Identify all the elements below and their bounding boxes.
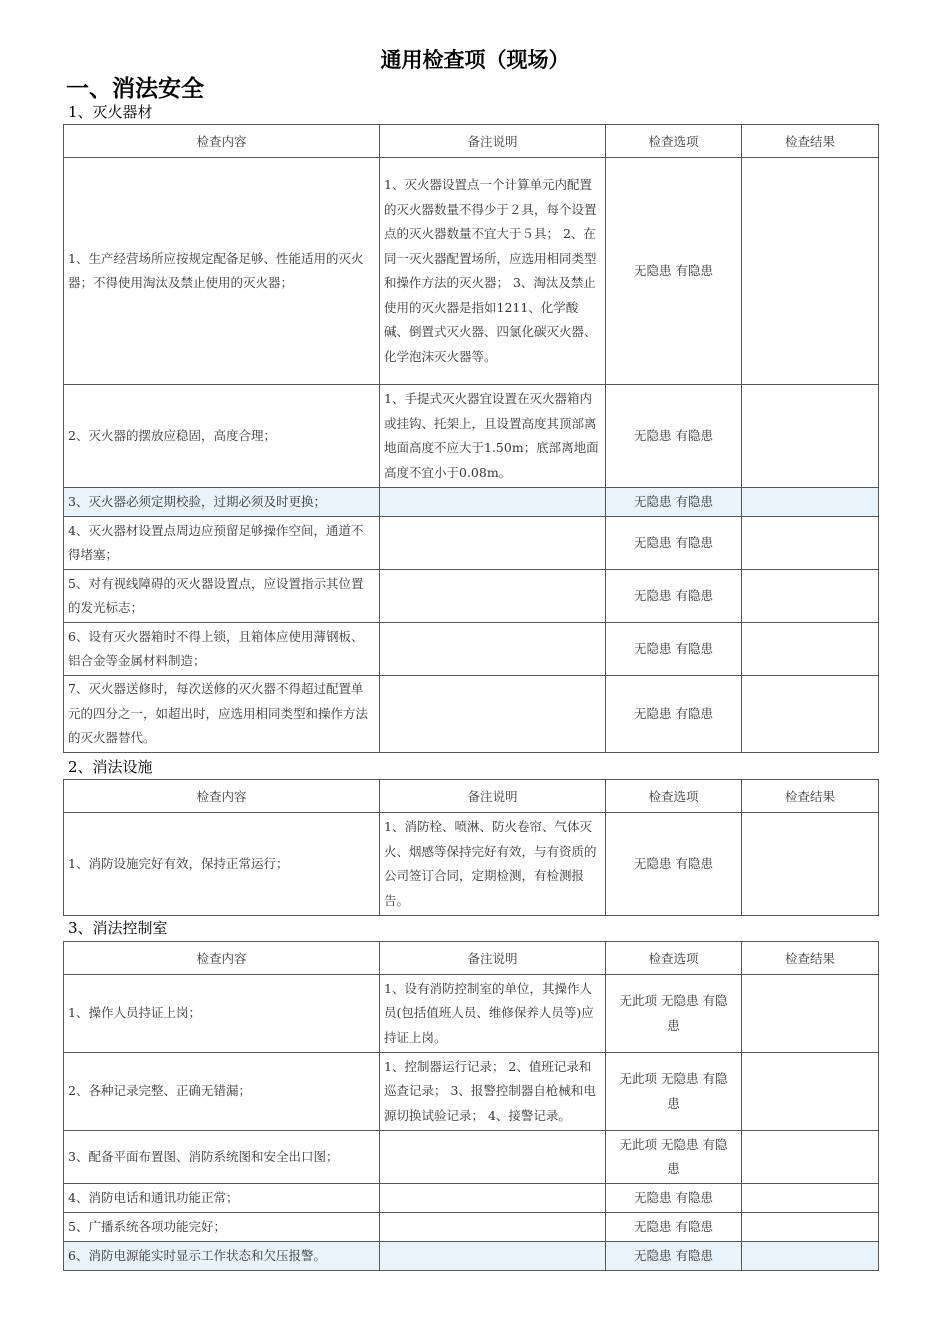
table-header-row [64, 125, 879, 158]
row-content: 1、生产经营场所应按规定配备足够、性能适用的灭火器；不得使用淘汰及禁止使用的灭火器； [68, 250, 364, 290]
header-result: 检查结果 [742, 780, 879, 813]
row-options[interactable]: 无此项 无隐患 有隐患 [619, 1071, 728, 1111]
header-note: 备注说明 [380, 942, 606, 975]
row-result[interactable] [742, 1184, 879, 1213]
row-note: 1、控制器运行记录； 2、值班记录和巡查记录； 3、报警控制器自枪械和电源切换试验记录； 4、接警记录。 [384, 1058, 596, 1123]
facilities-table [63, 779, 879, 916]
row-content: 6、消防电源能实时显示工作状态和欠压报警。 [68, 1247, 326, 1263]
header-note: 备注说明 [380, 780, 606, 813]
row-content: 3、灭火器必须定期校验，过期必须及时更换； [68, 493, 326, 509]
row-result[interactable] [742, 488, 879, 517]
row-result[interactable] [742, 1213, 879, 1242]
header-content: 检查内容 [64, 942, 380, 975]
row-options[interactable]: 无隐患 有隐患 [634, 587, 713, 603]
table-row [64, 385, 879, 488]
row-content: 5、广播系统各项功能完好； [68, 1218, 226, 1234]
table-row [64, 158, 879, 385]
row-content: 1、操作人员持证上岗； [68, 1005, 201, 1021]
row-result[interactable] [742, 623, 879, 676]
row-options[interactable]: 无隐患 有隐患 [634, 427, 713, 443]
row-content: 6、设有灭火器箱时不得上锁，且箱体应使用薄钢板、铝合金等金属材料制造； [68, 628, 364, 668]
header-result: 检查结果 [742, 942, 879, 975]
table-header-row [64, 942, 879, 975]
row-result[interactable] [742, 1053, 879, 1131]
row-content: 4、消防电话和通讯功能正常； [68, 1189, 239, 1205]
row-content: 2、灭火器的摆放应稳固，高度合理； [68, 427, 276, 443]
table-row [64, 975, 879, 1053]
page-title: 通用检查项（现场） [380, 48, 570, 72]
row-result[interactable] [742, 1242, 879, 1271]
table-row [64, 1131, 879, 1184]
row-result[interactable] [742, 158, 879, 385]
row-options[interactable]: 无此项 无隐患 有隐患 [619, 1136, 728, 1176]
extinguisher-table [63, 124, 879, 753]
table-row-highlighted [64, 488, 879, 517]
row-options[interactable]: 无隐患 有隐患 [634, 640, 713, 656]
row-note: 1、手提式灭火器宜设置在灭火器箱内或挂钩、托架上，且设置高度其顶部离地面高度不应大于1.50m；底部离地面高度不宜小于0.08m。 [384, 391, 599, 480]
group-heading-facilities: 2、消法设施 [68, 758, 153, 776]
row-result[interactable] [742, 813, 879, 916]
control-room-table [63, 941, 879, 1271]
group-heading-extinguishers: 1、灭火器材 [68, 103, 153, 121]
row-options[interactable]: 无隐患 有隐患 [634, 1247, 713, 1263]
row-content: 4、灭火器材设置点周边应预留足够操作空间，通道不得堵塞； [68, 522, 364, 562]
row-result[interactable] [742, 517, 879, 570]
table-row [64, 813, 879, 916]
row-options[interactable]: 无隐患 有隐患 [634, 855, 713, 871]
row-note: 1、灭火器设置点一个计算单元内配置的灭火器数量不得少于２具，每个设置点的灭火器数量不宜大于５具； 2、在同一灭火器配置场所，应选用相同类型和操作方法的灭火器； 3、淘汰及禁止使用的灭火器是指如1211、化学酸碱、倒置式灭火器、四氯化碳灭火器、化学泡沫灭火器等。 [384, 177, 597, 364]
table-row [64, 623, 879, 676]
table-row [64, 1053, 879, 1131]
row-content: 2、各种记录完整、正确无错漏； [68, 1083, 251, 1099]
row-content: 5、对有视线障碍的灭火器设置点，应设置指示其位置的发光标志； [68, 575, 364, 615]
row-options[interactable]: 无隐患 有隐患 [634, 1189, 713, 1205]
row-options[interactable]: 无隐患 有隐患 [634, 493, 713, 509]
row-options[interactable]: 无隐患 有隐患 [634, 534, 713, 550]
row-result[interactable] [742, 570, 879, 623]
row-result[interactable] [742, 385, 879, 488]
row-note: 1、消防栓、喷淋、防火卷帘、气体灭火、烟感等保持完好有效，与有资质的公司签订合同，定期检测，有检测报告。 [384, 819, 597, 908]
row-options[interactable]: 无隐患 有隐患 [634, 705, 713, 721]
row-note: 1、设有消防控制室的单位，其操作人员(包括值班人员、维修保养人员等)应持证上岗。 [384, 980, 594, 1045]
header-options: 检查选项 [606, 125, 742, 158]
row-content: 3、配备平面布置图、消防系统图和安全出口图； [68, 1148, 339, 1164]
row-options[interactable]: 无隐患 有隐患 [634, 1218, 713, 1234]
table-header-row [64, 780, 879, 813]
row-options[interactable]: 无此项 无隐患 有隐患 [619, 993, 728, 1033]
table-row-highlighted [64, 1242, 879, 1271]
row-result[interactable] [742, 975, 879, 1053]
row-result[interactable] [742, 1131, 879, 1184]
header-options: 检查选项 [606, 942, 742, 975]
row-content: 7、灭火器送修时，每次送修的灭火器不得超过配置单元的四分之一，如超出时，应选用相同类型和操作方法的灭火器替代。 [68, 681, 369, 746]
table-row [64, 517, 879, 570]
header-content: 检查内容 [64, 780, 380, 813]
table-row [64, 676, 879, 753]
row-content: 1、消防设施完好有效，保持正常运行； [68, 855, 289, 871]
section-heading: 一、消法安全 [66, 76, 204, 102]
header-result: 检查结果 [742, 125, 879, 158]
header-options: 检查选项 [606, 780, 742, 813]
group-heading-control-room: 3、消法控制室 [68, 919, 168, 937]
row-result[interactable] [742, 676, 879, 753]
header-content: 检查内容 [64, 125, 380, 158]
table-row [64, 1213, 879, 1242]
header-note: 备注说明 [380, 125, 606, 158]
table-row [64, 1184, 879, 1213]
table-row [64, 570, 879, 623]
row-options[interactable]: 无隐患 有隐患 [634, 262, 713, 278]
